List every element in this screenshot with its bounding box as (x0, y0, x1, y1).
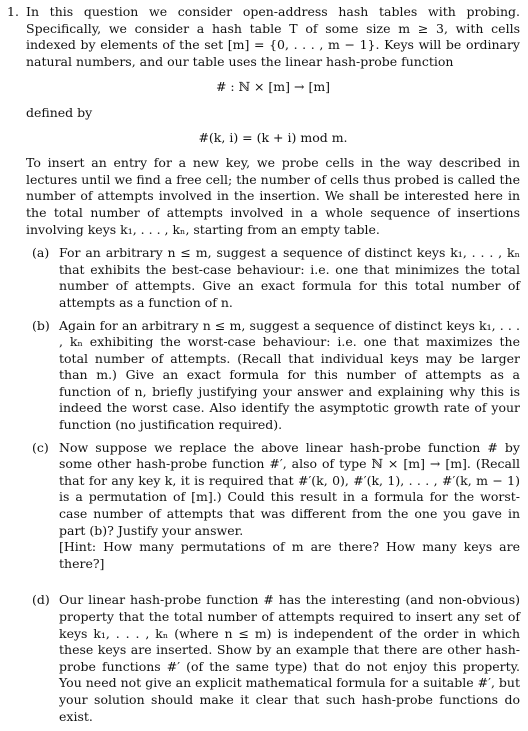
part-text: For an arbitrary n ≤ m, suggest a sequence of distinct keys k₁, . . . , kₙ that exhibits the best-case behaviour: i.e. one that minimizes the total number of attempts. Give an exact formula for this total number of attempts as a function of n. (59, 245, 520, 310)
question-parts (26, 245, 520, 725)
part-text: Now suppose we replace the above linear hash-probe function # by some other hash-probe function #′, also of type ℕ × [m] → [m]. (Recall that for any key k, it is required that #′(k, 0), #′(k, 1), . . . , #′(k, m − 1) is a permutation of [m].) Could this result in a formula for the worst-case number of attempts that was different from the one you gave in part (b)? Justify your answer. (59, 439, 520, 538)
spacer (32, 578, 520, 592)
part-label: (d) (32, 592, 50, 608)
defined-by-text: defined by (26, 104, 93, 120)
part-text: Our linear hash-probe function # has the interesting (and non-obvious) property that the total number of attempts required to insert any set of keys k₁, . . . , kₙ (where n ≤ m) is independent of the order in which these keys are inserted. Show by an example that there are other hash-probe functions #′ (of the same type) that do not enjoy this property. You need not give an explicit mathematical formula for a suitable #′, but your solution should make it clear that such hash-probe functions do exist. (59, 592, 520, 724)
part-a (32, 245, 520, 311)
part-c-container (59, 440, 520, 573)
part-b (32, 318, 520, 434)
part-c (32, 440, 520, 573)
hash-function-signature: # : ℕ × [m] → [m] (215, 79, 331, 95)
question-number: 1. (7, 4, 19, 19)
part-d (32, 592, 520, 725)
part-text: Again for an arbitrary n ≤ m, suggest a sequence of distinct keys k₁, . . . , kₙ exhibiting the worst-case behaviour: i.e. one that maximizes the total number of attempts. (Recall that individual keys may be larger than m.) Give an exact formula for this number of attempts as a function of n, briefly justifying your answer and explaining why this is indeed the worst case. Also identify the asymptotic growth rate of your function (no justification required). (59, 317, 520, 433)
hash-function-definition: #(k, i) = (k + i) mod m. (198, 129, 348, 145)
part-label: (b) (32, 317, 50, 333)
question-1 (7, 4, 520, 731)
part-label: (a) (32, 245, 50, 261)
intro-paragraph: In this question we consider open-address hash tables with probing. Specifically, we consider a hash table T of some size m ≥ 3, with cells indexed by elements of the set [m] = {0, . . . , m − 1}. Keys will be ordinary natural numbers, and our table uses the linear hash-probe function (26, 4, 520, 69)
part-label: (c) (32, 439, 49, 455)
insert-paragraph: To insert an entry for a new key, we probe cells in the way described in lectures until we find a free cell; the number of cells thus probed is called the number of attempts involved in the insertion. We shall be interested here in the total number of attempts involved in a whole sequence of insertions involving keys k₁, . . . , kₙ, starting from an empty table. (26, 155, 520, 237)
hint-text: [Hint: How many permutations of m are there? How many keys are there?] (59, 539, 520, 571)
question-body (26, 4, 520, 731)
